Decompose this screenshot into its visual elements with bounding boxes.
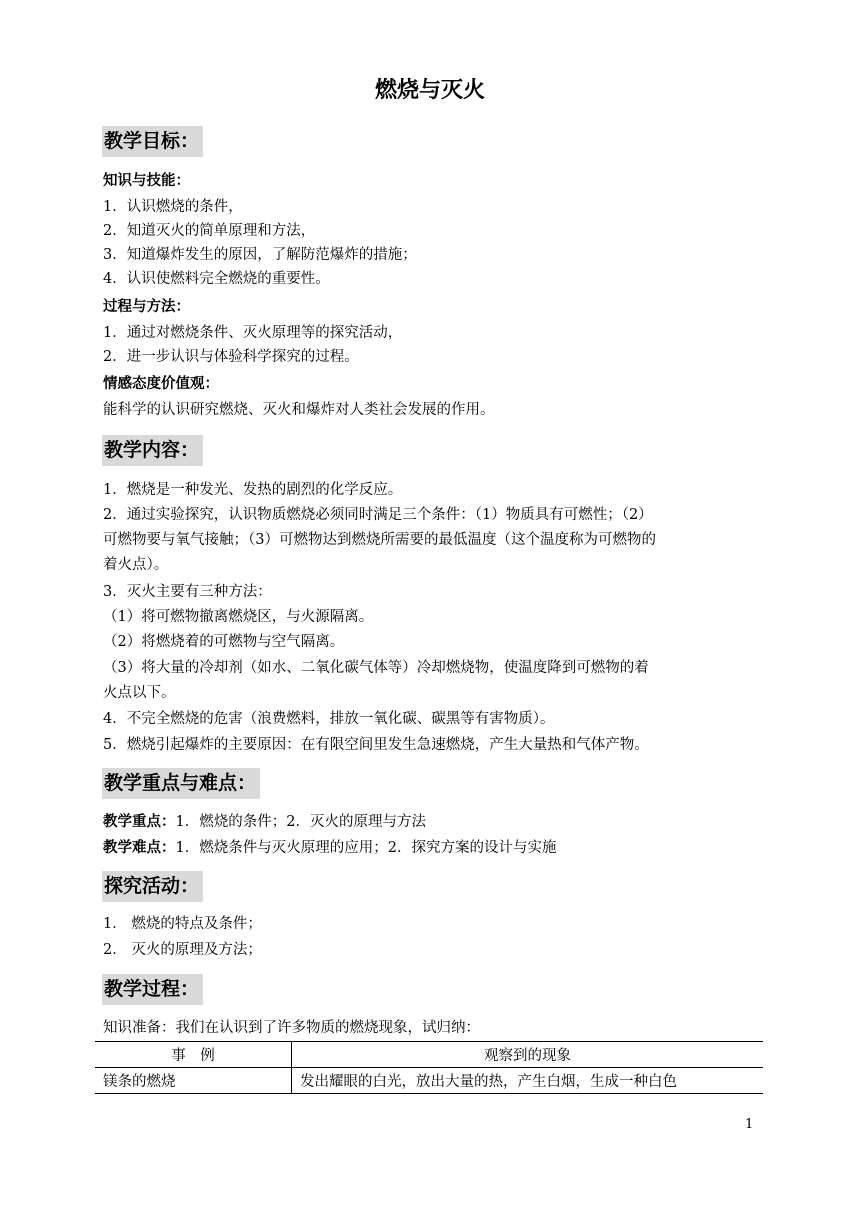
table-cell: 镁条的燃烧 (95, 1068, 292, 1094)
content-line: 可燃物要与氧气接触；（3）可燃物达到燃烧所需要的最低温度（这个温度称为可燃物的 (103, 532, 656, 548)
table-header-cell: 事 例 (95, 1042, 292, 1068)
process-intro: 知识准备：我们在认识到了许多物质的燃烧现象，试归纳： (103, 1020, 480, 1036)
attitude-label: 情感态度价值观： (103, 375, 219, 392)
content-line: 着火点）。 (103, 557, 169, 573)
activity-item: 2． 灭火的原理及方法； (103, 942, 262, 958)
document-title: 燃烧与灭火 (374, 78, 485, 103)
attitude-text: 能科学的认识研究燃烧、灭火和爆炸对人类社会发展的作用。 (103, 402, 495, 418)
key-points-heading: 教学重点与难点： (102, 768, 260, 799)
table-cell: 发出耀眼的白光，放出大量的热，产生白烟，生成一种白色 (292, 1068, 764, 1094)
process-method-label: 过程与方法： (103, 298, 190, 315)
knowledge-item: 4．认识使燃料完全燃烧的重要性。 (103, 271, 330, 287)
key-point-line (103, 810, 426, 834)
content-heading: 教学内容： (102, 435, 203, 466)
page-number: 1 (745, 1117, 754, 1132)
content-line: 3．灭火主要有三种方法： (103, 584, 272, 600)
objectives-heading: 教学目标： (102, 126, 203, 157)
content-line: 4．不完全燃烧的危害（浪费燃料，排放一氧化碳、碳黑等有害物质）。 (103, 711, 555, 727)
process-heading: 教学过程： (102, 974, 203, 1005)
activities-heading: 探究活动： (102, 871, 203, 902)
difficult-point-text: 1．燃烧条件与灭火原理的应用；2．探究方案的设计与实施 (175, 840, 557, 856)
content-line: 2．通过实验探究，认识物质燃烧必须同时满足三个条件：（1）物质具有可燃性；（2） (103, 507, 653, 523)
process-item: 1．通过对燃烧条件、灭火原理等的探究活动， (103, 325, 403, 341)
difficult-point-line (103, 836, 556, 860)
table-header-row (95, 1042, 763, 1068)
table-row (95, 1068, 763, 1094)
observation-table (95, 1041, 763, 1094)
content-line: 火点以下。 (103, 685, 176, 701)
knowledge-item: 1．认识燃烧的条件， (103, 199, 243, 215)
content-line: 5．燃烧引起爆炸的主要原因：在有限空间里发生急速燃烧，产生大量热和气体产物。 (103, 737, 649, 753)
knowledge-item: 3．知道爆炸发生的原因，了解防范爆炸的措施； (103, 247, 417, 263)
process-item: 2．进一步认识与体验科学探究的过程。 (103, 349, 359, 365)
table-header-cell: 观察到的现象 (292, 1042, 764, 1068)
difficult-point-label: 教学难点： (103, 839, 176, 856)
activity-item: 1． 燃烧的特点及条件； (103, 916, 262, 932)
knowledge-item: 2．知道灭火的简单原理和方法， (103, 223, 316, 239)
key-point-label: 教学重点： (103, 813, 176, 830)
content-line: 1．燃烧是一种发光、发热的剧烈的化学反应。 (103, 482, 403, 498)
content-line: （3）将大量的冷却剂（如水、二氧化碳气体等）冷却燃烧物，使温度降到可燃物的着 (103, 660, 649, 676)
content-line: （1）将可燃物撤离燃烧区，与火源隔离。 (103, 609, 374, 625)
content-line: （2）将燃烧着的可燃物与空气隔离。 (103, 634, 345, 650)
knowledge-skills-label: 知识与技能： (103, 172, 190, 189)
key-point-text: 1．燃烧的条件；2．灭火的原理与方法 (175, 814, 426, 830)
